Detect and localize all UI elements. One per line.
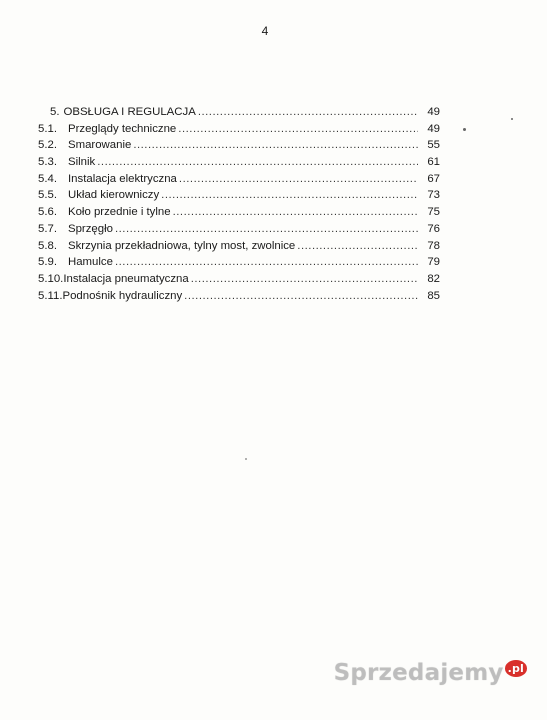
toc-leader-dots [191, 271, 418, 288]
toc-entry-page: 73 [427, 189, 440, 202]
toc-entry-page: 61 [427, 156, 440, 169]
toc-entry-number: 5.9. [38, 256, 57, 269]
toc-entry [38, 121, 440, 138]
sprzedajemy-watermark-logo [334, 660, 527, 686]
toc-entry-number: 5.6. [38, 206, 57, 219]
watermark-text: Sprzedajemy [333, 660, 504, 686]
scan-speck [463, 128, 466, 131]
toc-entry-number: 5.2. [38, 139, 57, 152]
toc-entry [38, 154, 440, 171]
scan-speck [511, 118, 513, 120]
toc-leader-dots [97, 154, 418, 171]
toc-entry-page: 55 [427, 139, 440, 152]
toc-entry [38, 221, 440, 238]
toc-entry [38, 254, 440, 271]
toc-entry-number: 5.10. [38, 272, 64, 285]
toc-entry [38, 288, 440, 305]
toc-leader-dots [173, 204, 418, 221]
toc-entry-title: Skrzynia przekładniowa, tylny most, zwolnice [68, 239, 296, 252]
toc-entry [38, 137, 440, 154]
toc-entry-page: 49 [427, 122, 440, 135]
toc-entry-number: 5.1. [38, 122, 57, 135]
toc-entry-number: 5.4. [38, 172, 57, 185]
table-of-contents [38, 104, 440, 304]
toc-entry [38, 204, 440, 221]
toc-leader-dots [161, 187, 418, 204]
toc-entry-number: 5.7. [38, 222, 57, 235]
toc-entry [38, 171, 440, 188]
toc-entry-number: 5.8. [38, 239, 57, 252]
toc-entry-title: Smarowanie [68, 139, 132, 152]
page-number: 4 [261, 24, 269, 38]
toc-entry-page: 82 [427, 272, 440, 285]
toc-leader-dots [184, 288, 418, 305]
toc-entry-number: 5.3. [38, 156, 57, 169]
toc-entry-title: Silnik [68, 156, 96, 169]
toc-entry-title: Sprzęgło [68, 222, 113, 235]
toc-leader-dots [115, 221, 418, 238]
toc-entry-page: 75 [427, 206, 440, 219]
toc-entry-title: Hamulce [68, 256, 113, 269]
toc-entry [38, 187, 440, 204]
toc-entry-page: 67 [427, 172, 440, 185]
toc-entry-number: 5.5. [38, 189, 57, 202]
toc-leader-dots [133, 137, 418, 154]
toc-entry [38, 271, 440, 288]
toc-entry-page: 76 [427, 222, 440, 235]
toc-entry [38, 238, 440, 255]
toc-entry-title: Podnośnik hydrauliczny [62, 289, 183, 302]
toc-entry-title: Instalacja elektryczna [68, 172, 177, 185]
toc-entry [38, 104, 440, 121]
toc-leader-dots [115, 254, 418, 271]
toc-leader-dots [178, 121, 418, 138]
toc-leader-dots [297, 238, 418, 255]
toc-entry-page: 79 [427, 256, 440, 269]
watermark-suffix: .pl [505, 660, 527, 677]
toc-entry-title: Przeglądy techniczne [68, 122, 177, 135]
toc-entry-number: 5. [50, 106, 60, 118]
toc-entry-page: 78 [427, 239, 440, 252]
scan-speck [245, 458, 247, 460]
toc-entry-page: 49 [427, 106, 440, 118]
toc-entry-title: Koło przednie i tylne [68, 206, 171, 219]
toc-leader-dots [198, 104, 418, 121]
toc-entry-page: 85 [427, 289, 440, 302]
toc-entry-number: 5.11. [38, 289, 63, 302]
toc-leader-dots [179, 171, 418, 188]
toc-entry-title: Instalacja pneumatyczna [63, 272, 189, 285]
toc-entry-title: OBSŁUGA I REGULACJA [63, 106, 196, 118]
toc-entry-title: Układ kierowniczy [68, 189, 160, 202]
